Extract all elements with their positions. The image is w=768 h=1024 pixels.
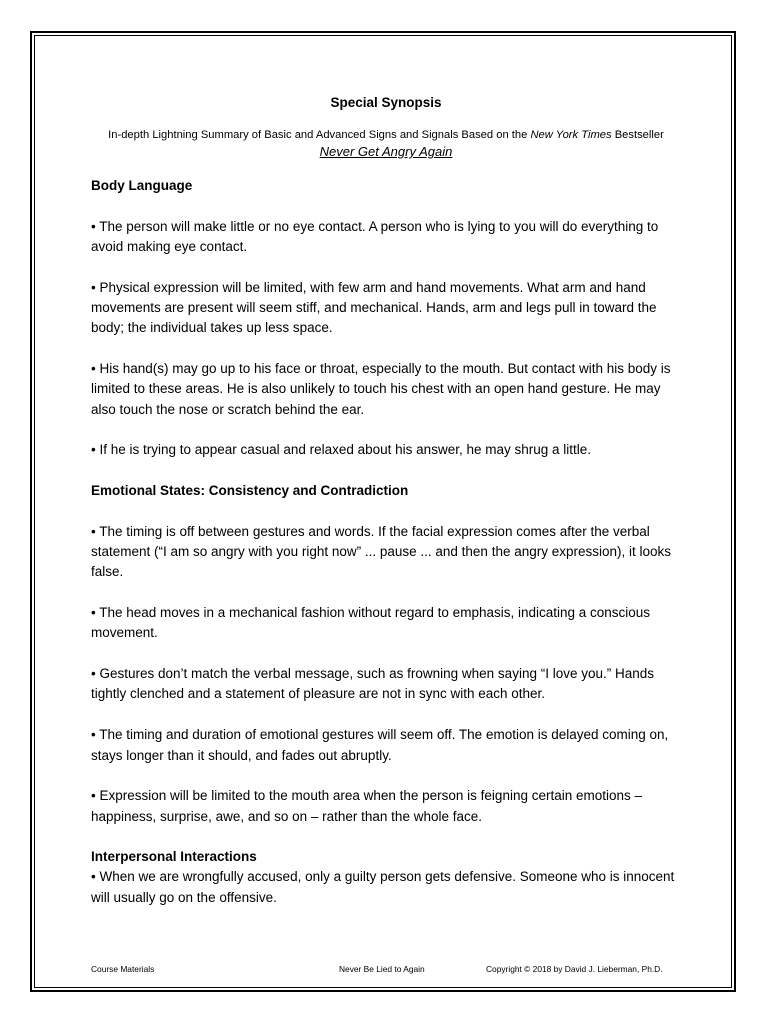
emotional-states-point: • The head moves in a mechanical fashion without regard to emphasis, indicating a conscious movement. <box>91 605 651 641</box>
footer-center: Never Be Lied to Again <box>339 964 425 974</box>
body-language-point: • If he is trying to appear casual and relaxed about his answer, he may shrug a little. <box>91 442 592 458</box>
emotional-states-point: • Expression will be limited to the mouth area when the person is feigning certain emotions – happiness, surprise, awe, and so on – rather than the whole face. <box>91 788 643 824</box>
subtitle-suffix: Bestseller <box>611 129 664 141</box>
document-body <box>91 94 681 908</box>
book-title: Never Get Angry Again <box>319 144 453 159</box>
body-language-point: • His hand(s) may go up to his face or throat, especially to the mouth. But contact with his body is limited to these areas. He is also unlikely to touch his chest with an open hand gesture. He may also touch the nose or scratch behind the ear. <box>91 360 671 417</box>
emotional-states-point: • The timing is off between gestures and words. If the facial expression comes after the verbal statement (“I am so angry with you right now” ... pause ... and then the angry expression), it looks false. <box>91 523 672 580</box>
interpersonal-point: • When we are wrongfully accused, only a guilty person gets defensive. Someone who is innocent will usually go on the offensive. <box>91 869 675 905</box>
subtitle-italic: New York Times <box>530 129 612 141</box>
footer-copyright: Copyright © 2018 by David J. Lieberman, Ph.D. <box>486 964 663 974</box>
section-heading-interpersonal: Interpersonal Interactions <box>91 849 257 865</box>
body-language-point: • The person will make little or no eye contact. A person who is lying to you will do everything to avoid making eye contact. <box>91 218 659 254</box>
subtitle-prefix: In-depth Lightning Summary of Basic and Advanced Signs and Signals Based on the <box>108 129 531 141</box>
section-heading-emotional-states: Emotional States: Consistency and Contradiction <box>91 483 409 499</box>
section-heading-body-language: Body Language <box>91 178 193 193</box>
footer-left: Course Materials <box>91 964 155 974</box>
body-language-point: • Physical expression will be limited, with few arm and hand movements. What arm and hand movements are present will seem stiff, and mechanical. Hands, arm and legs pull in toward the body; the individual takes up less space. <box>91 279 657 336</box>
emotional-states-point: • The timing and duration of emotional gestures will seem off. The emotion is delayed coming on, stays longer than it should, and fades out abruptly. <box>91 727 669 763</box>
emotional-states-point: • Gestures don’t match the verbal message, such as frowning when saying “I love you.” Hands tightly clenched and a statement of pleasure are not in sync with each other. <box>91 666 655 702</box>
document-subtitle <box>91 128 681 143</box>
document-title: Special Synopsis <box>330 95 442 110</box>
